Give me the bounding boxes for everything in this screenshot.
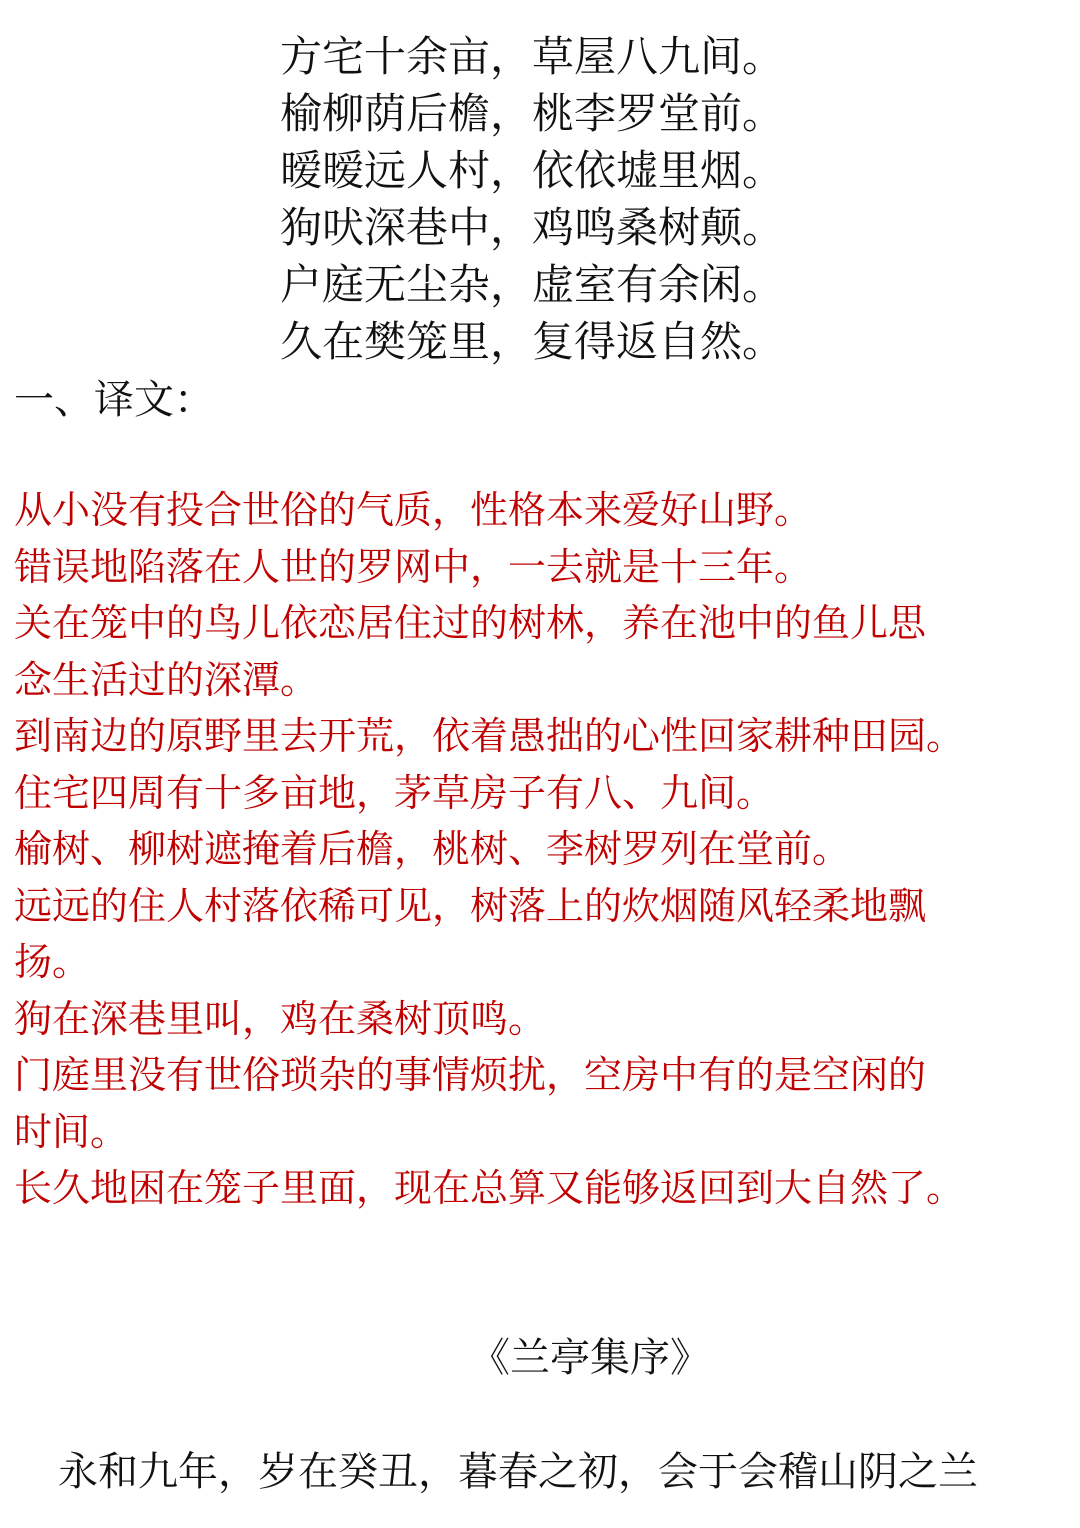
translation-line: 门庭里没有世俗琐杂的事情烦扰，空房中有的是空闲的 — [14, 1053, 927, 1097]
essay-title: 《兰亭集序》 — [470, 1335, 710, 1381]
translation-line: 时间。 — [14, 1109, 129, 1154]
translation-heading: 一、译文： — [14, 377, 214, 423]
translation-line: 关在笼中的鸟儿依恋居住过的树林，养在池中的鱼儿思 — [14, 601, 927, 645]
translation-line: 到南边的原野里去开荒，依着愚拙的心性回家耕种田园。 — [14, 714, 965, 758]
poem-line: 狗吠深巷中，鸡鸣桑树颠。 — [280, 203, 785, 252]
poem-line: 榆柳荫后檐，桃李罗堂前。 — [280, 89, 785, 138]
translation-block — [14, 482, 1074, 1217]
poem-line: 暧暧远人村，依依墟里烟。 — [280, 146, 785, 195]
essay-first-line: 永和九年，岁在癸丑，暮春之初，会于会稽山阴之兰 — [58, 1449, 978, 1495]
translation-line: 扬。 — [14, 940, 91, 984]
translation-line: 狗在深巷里叫，鸡在桑树顶鸣。 — [14, 996, 547, 1041]
translation-line: 住宅四周有十多亩地，茅草房子有八、九间。 — [14, 770, 775, 815]
translation-line: 念生活过的深潭。 — [14, 657, 319, 702]
poem-block — [280, 28, 1040, 370]
translation-line: 从小没有投合世俗的气质，性格本来爱好山野。 — [14, 488, 813, 532]
poem-line: 方宅十余亩，草屋八九间。 — [280, 32, 785, 81]
poem-line: 久在樊笼里，复得返自然。 — [280, 317, 785, 366]
poem-line: 户庭无尘杂，虚室有余闲。 — [280, 260, 785, 309]
translation-line: 榆树、柳树遮掩着后檐，桃树、李树罗列在堂前。 — [14, 827, 851, 871]
translation-line: 错误地陷落在人世的罗网中，一去就是十三年。 — [14, 544, 813, 589]
translation-line: 远远的住人村落依稀可见，树落上的炊烟随风轻柔地飘 — [14, 883, 927, 928]
translation-line: 长久地困在笼子里面，现在总算又能够返回到大自然了。 — [14, 1166, 965, 1210]
